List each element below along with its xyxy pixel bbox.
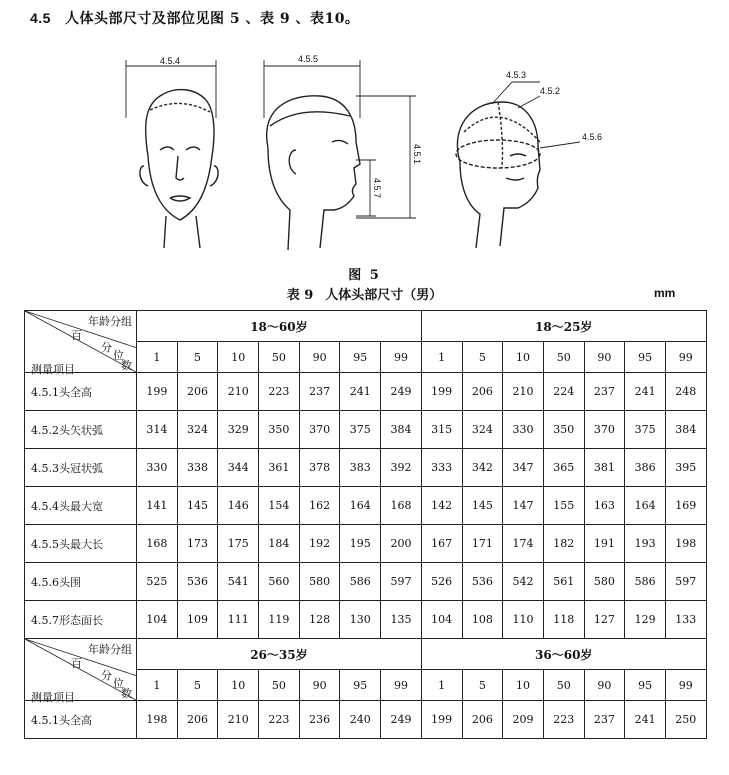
value-cell: 175 <box>218 525 259 563</box>
value-cell: 384 <box>665 411 706 449</box>
percentile-header: 95 <box>340 670 381 701</box>
age-group-header: 18～60岁 <box>137 311 422 342</box>
value-cell: 210 <box>503 373 544 411</box>
percentile-header: 50 <box>543 342 584 373</box>
value-cell: 199 <box>137 373 178 411</box>
value-cell: 560 <box>259 563 300 601</box>
value-cell: 338 <box>177 449 218 487</box>
three-quarter-drawing <box>456 102 540 248</box>
value-cell: 536 <box>177 563 218 601</box>
value-cell: 104 <box>137 601 178 639</box>
value-cell: 324 <box>462 411 503 449</box>
value-cell: 164 <box>625 487 666 525</box>
percentile-header: 50 <box>259 342 300 373</box>
value-cell: 597 <box>381 563 422 601</box>
value-cell: 536 <box>462 563 503 601</box>
percentile-header: 50 <box>543 670 584 701</box>
value-cell: 381 <box>584 449 625 487</box>
percentile-header: 99 <box>381 342 422 373</box>
header-bai-label: 百 <box>71 657 82 670</box>
value-cell: 370 <box>299 411 340 449</box>
value-cell: 141 <box>137 487 178 525</box>
section-text: 人体头部尺寸及部位见图 5 、表 9 、表10。 <box>64 11 360 27</box>
percentile-header: 95 <box>625 342 666 373</box>
head-drawings <box>120 38 640 263</box>
value-cell: 241 <box>625 373 666 411</box>
value-cell: 223 <box>259 373 300 411</box>
dim-label-4-5-6: 4.5.6 <box>582 132 603 142</box>
value-cell: 236 <box>299 701 340 739</box>
value-cell: 580 <box>584 563 625 601</box>
table-row <box>25 601 707 639</box>
percentile-header: 90 <box>584 342 625 373</box>
value-cell: 135 <box>381 601 422 639</box>
value-cell: 200 <box>381 525 422 563</box>
percentile-header: 10 <box>218 670 259 701</box>
value-cell: 249 <box>381 373 422 411</box>
percentile-header: 5 <box>462 670 503 701</box>
value-cell: 223 <box>259 701 300 739</box>
value-cell: 174 <box>503 525 544 563</box>
value-cell: 199 <box>421 701 462 739</box>
table-unit: mm <box>654 286 676 300</box>
value-cell: 375 <box>625 411 666 449</box>
header-diagonal-cell <box>25 311 137 376</box>
header-item-label: 测量项目 <box>31 691 75 704</box>
measure-item: 4.5.4头最大宽 <box>25 487 137 525</box>
dim-label-4-5-2: 4.5.2 <box>540 86 561 96</box>
value-cell: 206 <box>177 373 218 411</box>
measure-item: 4.5.6头围 <box>25 563 137 601</box>
section-heading <box>30 8 359 28</box>
figure-caption: 图 5 <box>348 268 381 283</box>
value-cell: 206 <box>177 701 218 739</box>
percentile-header: 99 <box>665 670 706 701</box>
head-dimension-table <box>24 310 707 739</box>
value-cell: 154 <box>259 487 300 525</box>
value-cell: 237 <box>584 373 625 411</box>
value-cell: 206 <box>462 373 503 411</box>
table-row <box>25 373 707 411</box>
percentile-header: 1 <box>421 670 462 701</box>
value-cell: 378 <box>299 449 340 487</box>
value-cell: 145 <box>177 487 218 525</box>
value-cell: 248 <box>665 373 706 411</box>
table-row <box>25 525 707 563</box>
table-title: 人体头部尺寸（男） <box>325 288 443 303</box>
percentile-header: 90 <box>299 670 340 701</box>
value-cell: 386 <box>625 449 666 487</box>
dim-label-4-5-4: 4.5.4 <box>160 56 181 66</box>
value-cell: 330 <box>137 449 178 487</box>
value-cell: 195 <box>340 525 381 563</box>
value-cell: 237 <box>584 701 625 739</box>
value-cell: 580 <box>299 563 340 601</box>
percentile-header: 5 <box>177 670 218 701</box>
table-row <box>25 701 707 739</box>
header-age-label: 年龄分组 <box>88 643 132 656</box>
value-cell: 162 <box>299 487 340 525</box>
measure-item: 4.5.1头全高 <box>25 701 137 739</box>
group-header-row <box>25 639 707 670</box>
measure-item: 4.5.7形态面长 <box>25 601 137 639</box>
table-row <box>25 411 707 449</box>
value-cell: 168 <box>381 487 422 525</box>
table-caption <box>0 284 729 303</box>
value-cell: 128 <box>299 601 340 639</box>
percentile-header: 10 <box>503 670 544 701</box>
value-cell: 240 <box>340 701 381 739</box>
percentile-header: 50 <box>259 670 300 701</box>
value-cell: 526 <box>421 563 462 601</box>
header-item-label: 测量项目 <box>31 363 75 376</box>
value-cell: 361 <box>259 449 300 487</box>
percentile-header: 5 <box>177 342 218 373</box>
value-cell: 198 <box>137 701 178 739</box>
value-cell: 224 <box>543 373 584 411</box>
header-fen-label: 分 <box>101 669 112 682</box>
header-bai-label: 百 <box>71 329 82 342</box>
table-row <box>25 487 707 525</box>
header-shu-label: 数 <box>121 687 132 700</box>
value-cell: 147 <box>503 487 544 525</box>
table-row <box>25 449 707 487</box>
percentile-header: 99 <box>665 342 706 373</box>
age-group-header: 26～35岁 <box>137 639 422 670</box>
table-row <box>25 563 707 601</box>
value-cell: 561 <box>543 563 584 601</box>
value-cell: 167 <box>421 525 462 563</box>
value-cell: 329 <box>218 411 259 449</box>
value-cell: 192 <box>299 525 340 563</box>
value-cell: 241 <box>625 701 666 739</box>
measure-item: 4.5.2头矢状弧 <box>25 411 137 449</box>
value-cell: 330 <box>503 411 544 449</box>
value-cell: 597 <box>665 563 706 601</box>
dim-label-4-5-1: 4.5.1 <box>412 144 422 165</box>
value-cell: 118 <box>543 601 584 639</box>
header-fen-label: 分 <box>101 341 112 354</box>
header-wei-label: 位 <box>113 677 124 690</box>
percentile-header: 95 <box>340 342 381 373</box>
age-group-header: 18～25岁 <box>421 311 706 342</box>
value-cell: 324 <box>177 411 218 449</box>
value-cell: 525 <box>137 563 178 601</box>
value-cell: 333 <box>421 449 462 487</box>
measure-item: 4.5.1头全高 <box>25 373 137 411</box>
value-cell: 171 <box>462 525 503 563</box>
value-cell: 370 <box>584 411 625 449</box>
value-cell: 210 <box>218 701 259 739</box>
percentile-header: 99 <box>381 670 422 701</box>
value-cell: 173 <box>177 525 218 563</box>
table-number: 表 9 <box>286 288 314 303</box>
value-cell: 375 <box>340 411 381 449</box>
value-cell: 110 <box>503 601 544 639</box>
head-measurement-figure <box>120 38 640 263</box>
percentile-header: 1 <box>137 670 178 701</box>
value-cell: 182 <box>543 525 584 563</box>
value-cell: 350 <box>259 411 300 449</box>
value-cell: 163 <box>584 487 625 525</box>
header-shu-label: 数 <box>121 359 132 372</box>
value-cell: 344 <box>218 449 259 487</box>
value-cell: 108 <box>462 601 503 639</box>
header-age-label: 年龄分组 <box>88 315 132 328</box>
percentile-header: 10 <box>218 342 259 373</box>
header-diagonal-cell <box>25 639 137 704</box>
value-cell: 104 <box>421 601 462 639</box>
value-cell: 586 <box>340 563 381 601</box>
group-header-row <box>25 311 707 342</box>
value-cell: 119 <box>259 601 300 639</box>
measure-item: 4.5.5头最大长 <box>25 525 137 563</box>
value-cell: 314 <box>137 411 178 449</box>
profile-drawing <box>267 96 360 250</box>
percentile-header: 95 <box>625 670 666 701</box>
percentile-header: 90 <box>584 670 625 701</box>
value-cell: 237 <box>299 373 340 411</box>
value-cell: 249 <box>381 701 422 739</box>
value-cell: 209 <box>503 701 544 739</box>
value-cell: 155 <box>543 487 584 525</box>
percentile-header: 1 <box>137 342 178 373</box>
dim-label-4-5-7: 4.5.7 <box>372 178 382 199</box>
value-cell: 250 <box>665 701 706 739</box>
value-cell: 164 <box>340 487 381 525</box>
section-number: 4.5 <box>30 10 51 26</box>
value-cell: 133 <box>665 601 706 639</box>
value-cell: 146 <box>218 487 259 525</box>
percentile-header: 10 <box>503 342 544 373</box>
age-group-header: 36～60岁 <box>421 639 706 670</box>
value-cell: 198 <box>665 525 706 563</box>
value-cell: 342 <box>462 449 503 487</box>
value-cell: 347 <box>503 449 544 487</box>
value-cell: 199 <box>421 373 462 411</box>
value-cell: 384 <box>381 411 422 449</box>
value-cell: 111 <box>218 601 259 639</box>
value-cell: 193 <box>625 525 666 563</box>
value-cell: 315 <box>421 411 462 449</box>
value-cell: 541 <box>218 563 259 601</box>
value-cell: 395 <box>665 449 706 487</box>
value-cell: 142 <box>421 487 462 525</box>
value-cell: 184 <box>259 525 300 563</box>
value-cell: 542 <box>503 563 544 601</box>
value-cell: 127 <box>584 601 625 639</box>
value-cell: 210 <box>218 373 259 411</box>
value-cell: 392 <box>381 449 422 487</box>
value-cell: 383 <box>340 449 381 487</box>
percentile-header: 1 <box>421 342 462 373</box>
value-cell: 145 <box>462 487 503 525</box>
value-cell: 350 <box>543 411 584 449</box>
value-cell: 586 <box>625 563 666 601</box>
percentile-header: 5 <box>462 342 503 373</box>
value-cell: 169 <box>665 487 706 525</box>
header-wei-label: 位 <box>113 349 124 362</box>
front-face-drawing <box>140 90 218 248</box>
value-cell: 241 <box>340 373 381 411</box>
dim-label-4-5-3: 4.5.3 <box>506 70 527 80</box>
value-cell: 129 <box>625 601 666 639</box>
value-cell: 223 <box>543 701 584 739</box>
percentile-header: 90 <box>299 342 340 373</box>
value-cell: 191 <box>584 525 625 563</box>
value-cell: 206 <box>462 701 503 739</box>
measure-item: 4.5.3头冠状弧 <box>25 449 137 487</box>
dim-label-4-5-5: 4.5.5 <box>298 54 319 64</box>
value-cell: 130 <box>340 601 381 639</box>
value-cell: 168 <box>137 525 178 563</box>
value-cell: 365 <box>543 449 584 487</box>
value-cell: 109 <box>177 601 218 639</box>
